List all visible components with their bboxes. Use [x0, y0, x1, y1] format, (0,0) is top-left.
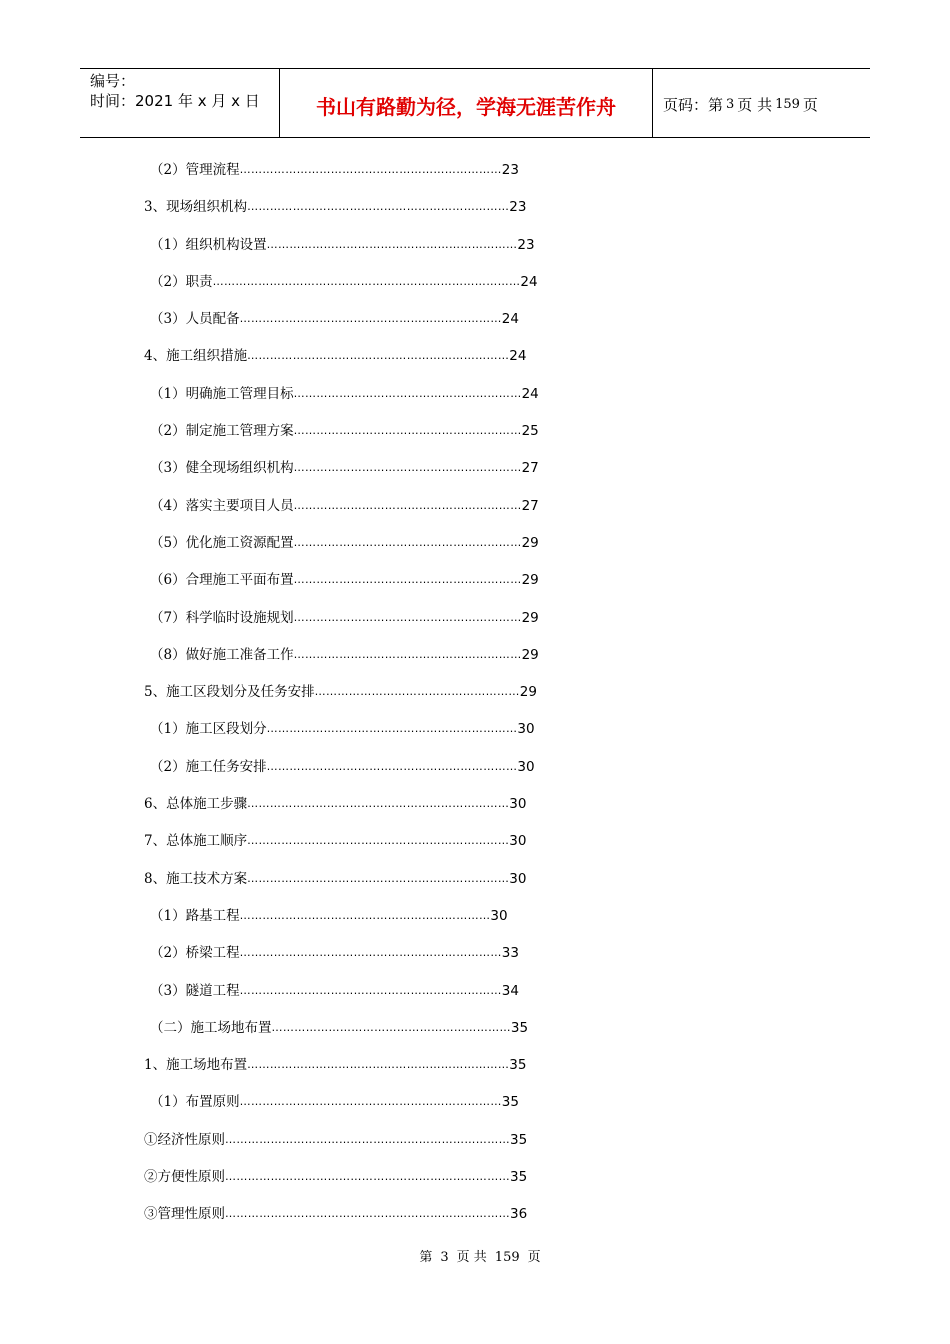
header-page-mid: 页 共: [737, 95, 773, 114]
toc-entry-leader: ……………………………………………………: [293, 573, 522, 587]
toc-entry[interactable]: [144, 794, 564, 831]
toc-entry-leader: …………………………………………………………………: [225, 1207, 510, 1221]
toc-entry-leader: ……………………………………………………: [293, 647, 522, 661]
footer-suffix: 页: [527, 1250, 541, 1265]
toc-entry-leader: ……………………………………………………: [293, 610, 522, 624]
toc-entry-page: 23: [501, 162, 519, 178]
toc-entry[interactable]: [144, 235, 564, 272]
toc-entry-page: 29: [519, 684, 537, 701]
toc-entry-leader: ………………………………………………: [314, 685, 520, 699]
toc-entry-page: 35: [510, 1169, 528, 1186]
toc-entry-page: 24: [521, 385, 539, 402]
toc-entry-label: （6）合理施工平面布置: [150, 572, 294, 589]
toc-entry[interactable]: [144, 869, 564, 906]
toc-entry-label: ③管理性原则: [144, 1206, 225, 1223]
toc-entry-label: 6、总体施工步骤: [144, 796, 248, 813]
toc-entry-label: （2）制定施工管理方案: [150, 423, 294, 440]
footer-prefix: 第: [419, 1250, 433, 1265]
toc-entry-page: 27: [521, 497, 539, 514]
toc-entry-leader: ……………………………………………………: [293, 535, 522, 549]
header-motto: 书山有路勤为径，学海无涯苦作舟: [280, 69, 653, 137]
toc-entry-leader: ……………………………………………………: [293, 461, 522, 475]
toc-entry[interactable]: [144, 1055, 564, 1092]
toc-entry-leader: ……………………………………………………………: [239, 312, 502, 326]
toc-entry[interactable]: [144, 458, 564, 495]
toc-entry-page: 30: [509, 796, 527, 813]
toc-entry-label: （3）隧道工程: [150, 982, 240, 999]
toc-entry-leader: ……………………………………………………………: [239, 983, 502, 997]
toc-entry-page: 29: [521, 534, 539, 551]
toc-entry-page: 24: [509, 348, 527, 365]
toc-entry-label: 8、施工技术方案: [144, 870, 248, 887]
toc-entry-page: 24: [501, 311, 519, 328]
toc-entry[interactable]: [144, 272, 564, 309]
toc-entry[interactable]: [144, 1204, 564, 1241]
header-page-total: 159: [775, 96, 800, 112]
header-meta: [80, 69, 280, 137]
toc-entry-label: （4）落实主要项目人员: [150, 497, 294, 514]
header-page-prefix: 页码：第: [663, 95, 724, 114]
toc-entry-page: 35: [510, 1019, 529, 1036]
toc-entry[interactable]: [144, 608, 564, 645]
toc-entry-label: （1）施工区段划分: [150, 721, 267, 738]
toc-entry-label: ②方便性原则: [144, 1169, 225, 1186]
toc-entry[interactable]: [144, 719, 564, 756]
toc-entry-label: （2）职责: [150, 273, 213, 290]
toc-entry[interactable]: [144, 645, 564, 682]
toc-entry[interactable]: [144, 1092, 564, 1129]
toc-entry[interactable]: [144, 384, 564, 421]
toc-entry-leader: ………………………………………………………………………: [212, 274, 521, 288]
toc-entry[interactable]: [144, 421, 564, 458]
toc-entry-label: 7、总体施工顺序: [144, 833, 248, 850]
toc-entry-leader: ……………………………………………………………: [247, 1058, 510, 1072]
toc-entry-page: 23: [517, 236, 535, 253]
toc-entry-page: 24: [520, 273, 538, 290]
page-header: [80, 68, 870, 138]
toc-entry-label: （二）施工场地布置: [150, 1019, 272, 1036]
toc-entry-leader: …………………………………………………………: [266, 759, 518, 773]
toc-entry-leader: …………………………………………………………………: [225, 1132, 510, 1146]
toc-entry-page: 30: [509, 833, 527, 850]
toc-entry[interactable]: [144, 496, 564, 533]
toc-entry-label: 4、施工组织措施: [144, 348, 248, 365]
toc-entry-page: 27: [521, 460, 539, 477]
toc-entry-label: （2）桥梁工程: [150, 945, 240, 962]
footer-page-total: 159: [494, 1250, 520, 1265]
toc-entry[interactable]: [144, 1167, 564, 1204]
footer-mid: 页 共: [456, 1250, 487, 1265]
toc-entry-label: （1）路基工程: [150, 907, 240, 924]
toc-entry-label: （3）人员配备: [150, 311, 240, 328]
toc-entry-leader: ……………………………………………………………: [239, 946, 502, 960]
document-number-label: 编号：: [90, 72, 136, 90]
toc-entry[interactable]: [144, 309, 564, 346]
header-page-current: 3: [726, 96, 735, 112]
toc-entry[interactable]: [144, 981, 564, 1018]
toc-entry-page: 30: [517, 721, 535, 738]
toc-entry[interactable]: [144, 906, 564, 943]
toc-entry-leader: ……………………………………………………………: [239, 1095, 502, 1109]
toc-entry-label: （3）健全现场组织机构: [150, 460, 294, 477]
toc-entry-label: ①经济性原则: [144, 1131, 225, 1148]
toc-entry[interactable]: [144, 943, 564, 980]
toc-entry-leader: ………………………………………………………: [271, 1020, 511, 1034]
footer-page-current: 3: [440, 1250, 449, 1265]
toc-entry-page: 29: [521, 572, 539, 589]
toc-entry-label: （1）明确施工管理目标: [150, 385, 294, 402]
toc-entry-leader: ……………………………………………………: [293, 424, 522, 438]
toc-entry-leader: ……………………………………………………………: [247, 797, 510, 811]
page-footer: [0, 1246, 950, 1265]
toc-entry-page: 35: [509, 1057, 527, 1074]
toc-entry[interactable]: [144, 160, 564, 197]
toc-entry-page: 29: [521, 609, 539, 626]
toc-entry[interactable]: [144, 570, 564, 607]
toc-entry-leader: ……………………………………………………………: [247, 834, 510, 848]
toc-entry-page: 33: [501, 945, 519, 962]
toc-entry-page: 30: [490, 907, 508, 924]
document-date: 时间：2021 年 x 月 x 日: [90, 92, 260, 110]
toc-entry-label: （7）科学临时设施规划: [150, 609, 294, 626]
toc-entry-leader: …………………………………………………………: [239, 908, 491, 922]
toc-entry-label: （2）管理流程: [150, 162, 240, 178]
toc-entry-page: 30: [517, 758, 535, 775]
toc-entry-page: 25: [521, 423, 539, 440]
toc-entry-label: 3、现场组织机构: [144, 199, 248, 216]
toc-entry-leader: …………………………………………………………: [266, 722, 518, 736]
toc-entry[interactable]: [144, 197, 564, 234]
toc-entry-leader: ……………………………………………………………: [247, 871, 510, 885]
toc-entry-label: （1）布置原则: [150, 1094, 240, 1111]
toc-entry[interactable]: [144, 1130, 564, 1167]
toc-entry-leader: …………………………………………………………: [266, 237, 518, 251]
toc-entry-page: 30: [509, 870, 527, 887]
toc-entry-page: 35: [510, 1131, 528, 1148]
table-of-contents: [144, 160, 564, 1242]
toc-entry-leader: ……………………………………………………: [293, 386, 522, 400]
toc-entry[interactable]: [144, 831, 564, 868]
toc-entry-label: （2）施工任务安排: [150, 758, 267, 775]
toc-entry-page: 23: [509, 199, 527, 216]
toc-entry[interactable]: [144, 533, 564, 570]
toc-entry-label: 5、施工区段划分及任务安排: [144, 684, 315, 701]
toc-entry-label: （1）组织机构设置: [150, 236, 267, 253]
toc-entry-label: （5）优化施工资源配置: [150, 534, 294, 551]
toc-entry-leader: ……………………………………………………………: [247, 349, 510, 363]
toc-entry-page: 34: [501, 982, 519, 999]
header-page-suffix: 页: [802, 95, 818, 114]
toc-entry-page: 36: [510, 1206, 528, 1223]
toc-entry-page: 35: [501, 1094, 519, 1111]
toc-entry[interactable]: [144, 346, 564, 383]
toc-entry-leader: ……………………………………………………………: [239, 163, 502, 176]
toc-entry-label: （8）做好施工准备工作: [150, 646, 294, 663]
toc-entry-leader: ……………………………………………………………: [247, 200, 510, 214]
toc-entry[interactable]: [144, 682, 564, 719]
toc-entry-page: 29: [521, 646, 539, 663]
toc-entry[interactable]: [144, 757, 564, 794]
toc-entry-leader: ……………………………………………………: [293, 498, 522, 512]
header-page-info: [653, 69, 870, 137]
toc-entry-leader: …………………………………………………………………: [225, 1170, 510, 1184]
toc-entry[interactable]: [144, 1018, 564, 1055]
toc-entry-label: 1、施工场地布置: [144, 1057, 248, 1074]
